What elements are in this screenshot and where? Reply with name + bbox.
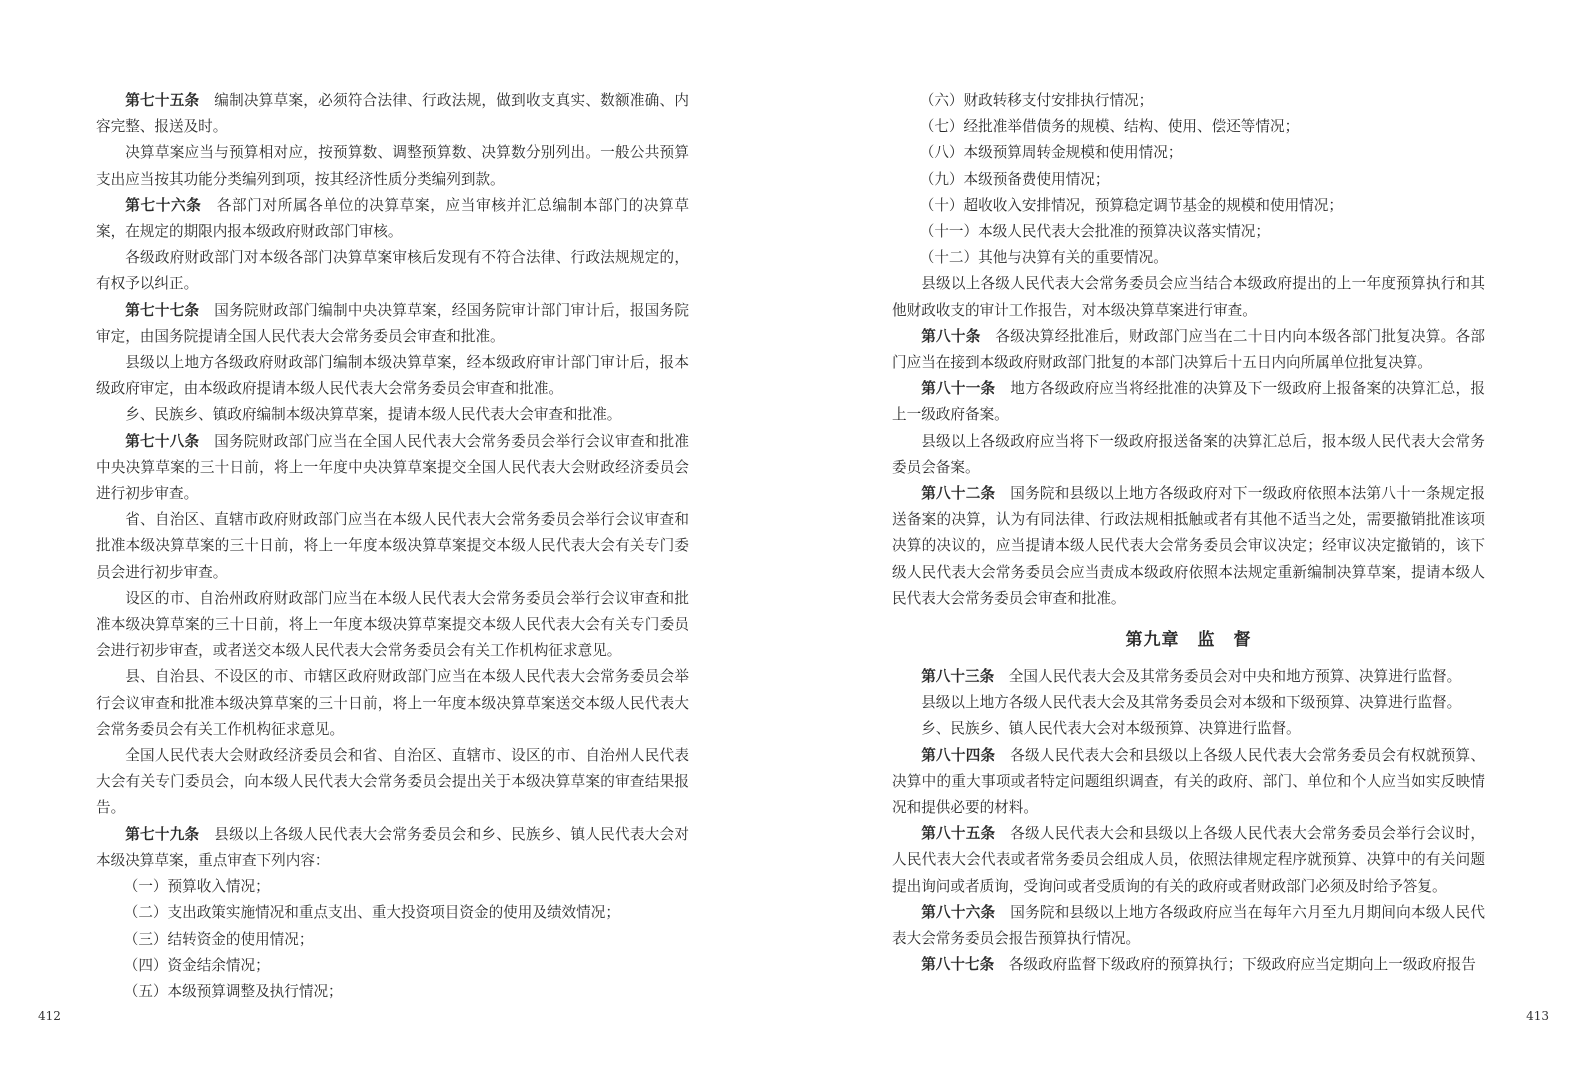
- article-gap: [995, 747, 1010, 764]
- article-text: 地方各级政府应当将经批准的决算及下一级政府上报备案的决算汇总，报上一级政府备案。: [892, 380, 1485, 424]
- article-number: 第八十条: [921, 327, 981, 345]
- article-gap: [995, 380, 1010, 397]
- list-item: （三）结转资金的使用情况；: [123, 930, 314, 948]
- article-text: 省、自治区、直辖市政府财政部门应当在本级人民代表大会常务委员会举行会议审查和批准本级决算草案的三十日前，将上一年度本级决算草案提交本级人民代表大会有关专门委员会进行初步审查。: [96, 511, 689, 581]
- left-page: [0, 0, 793, 1077]
- list-item: （五）本级预算调整及执行情况；: [123, 982, 343, 1000]
- article-text: 决算草案应当与预算相对应，按预算数、调整预算数、决算数分别列出。一般公共预算支出应当按其功能分类编列到项，按其经济性质分类编列到款。: [96, 144, 689, 188]
- article-paragraph: [96, 245, 689, 297]
- article-paragraph: [892, 716, 1485, 742]
- article-paragraph: [892, 743, 1485, 822]
- article-text: 国务院和县级以上地方各级政府对下一级政府依照本法第八十一条规定报送备案的决算，认为有同法律、行政法规相抵触或者有其他不适当之处，需要撤销批准该项决算的决议的，应当提请本级人民代表大会常务委员会审议决定；经审议决定撤销的，该下级人民代表大会常务委员会应当责成本级政府依照本法规定重新编制决算草案，提请本级人民代表大会常务委员会审查和批准。: [892, 485, 1485, 607]
- right-text-column: [892, 88, 1485, 979]
- article-gap: [995, 904, 1010, 921]
- article-text: 县级以上地方各级人民代表大会及其常务委员会对本级和下级预算、决算进行监督。: [921, 694, 1462, 712]
- article-paragraph: [96, 507, 689, 586]
- article-text: 各级政府监督下级政府的预算执行；下级政府应当定期向上一级政府报告: [1008, 956, 1476, 974]
- article-text: 县级以上地方各级政府财政部门编制本级决算草案，经本级政府审计部门审计后，报本级政府审定，由本级政府提请本级人民代表大会常务委员会审查和批准。: [96, 354, 689, 398]
- article-paragraph: [892, 900, 1485, 952]
- page-number-right: 413: [1526, 1009, 1549, 1023]
- list-item: （八）本级预算周转金规模和使用情况；: [919, 144, 1183, 162]
- list-item: （十一）本级人民代表大会批准的预算决议落实情况；: [919, 223, 1270, 241]
- article-text: 国务院财政部门应当在全国人民代表大会常务委员会举行会议审查和批准中央决算草案的三十日前，将上一年度中央决算草案提交全国人民代表大会财政经济委员会进行初步审查。: [96, 432, 689, 503]
- article-paragraph: [892, 271, 1485, 323]
- article-text: 国务院和县级以上地方各级政府应当在每年六月至九月期间向本级人民代表大会常务委员会报告预算执行情况。: [892, 903, 1485, 948]
- article-text: 县、自治县、不设区的市、市辖区政府财政部门应当在本级人民代表大会常务委员会举行会议审查和批准本级决算草案的三十日前，将上一年度本级决算草案送交本级人民代表大会常务委员会有关工作机构征求意见。: [96, 668, 689, 738]
- article-number: 第八十一条: [921, 380, 996, 398]
- article-text: 编制决算草案，必须符合法律、行政法规，做到收支真实、数额准确、内容完整、报送及时。: [96, 92, 689, 136]
- article-number: 第七十六条: [125, 196, 202, 214]
- article-text: 各级人民代表大会和县级以上各级人民代表大会常务委员会有权就预算、决算中的重大事项或者特定问题组织调查，有关的政府、部门、单位和个人应当如实反映情况和提供必要的材料。: [892, 746, 1485, 817]
- article-number: 第八十五条: [921, 825, 996, 843]
- article-paragraph: [892, 481, 1485, 612]
- article-text: 设区的市、自治州政府财政部门应当在本级人民代表大会常务委员会举行会议审查和批准本级决算草案的三十日前，将上一年度本级决算草案提交本级人民代表大会有关专门委员会进行初步审查，或者送交本级人民代表大会常务委员会有关工作机构征求意见。: [96, 589, 689, 660]
- list-item: （一）预算收入情况；: [123, 878, 270, 896]
- chapter-title: 第九章 监 督: [1125, 630, 1252, 651]
- article-number: 第八十二条: [921, 485, 996, 503]
- article-paragraph: [892, 690, 1485, 716]
- article-paragraph: [892, 664, 1485, 690]
- article-text: 各级人民代表大会和县级以上各级人民代表大会常务委员会举行会议时，人民代表大会代表或者常务委员会组成人员，依照法律规定程序就预算、决算中的有关问题提出询问或者质询，受询问或者受质询的有关的政府或者财政部门必须及时给予答复。: [892, 825, 1485, 895]
- article-gap: [995, 485, 1010, 502]
- article-number: 第八十三条: [921, 668, 995, 686]
- list-item: （十）超收收入安排情况，预算稳定调节基金的规模和使用情况；: [919, 196, 1343, 214]
- article-gap: [199, 433, 214, 450]
- article-number: 第七十七条: [125, 301, 200, 319]
- article-paragraph: [96, 743, 689, 822]
- article-gap: [981, 328, 996, 345]
- list-item: （六）财政转移支付安排执行情况；: [919, 92, 1154, 109]
- article-gap: [995, 825, 1010, 842]
- article-paragraph: [892, 376, 1485, 428]
- list-item: （七）经批准举借债务的规模、结构、使用、偿还等情况；: [919, 118, 1300, 136]
- article-text: 县级以上各级人民代表大会常务委员会应当结合本级政府提出的上一年度预算执行和其他财政收支的审计工作报告，对本级决算草案进行审查。: [892, 275, 1485, 319]
- article-paragraph: [96, 664, 689, 743]
- article-text: 各级政府财政部门对本级各部门决算草案审核后发现有不符合法律、行政法规规定的，有权予以纠正。: [96, 249, 689, 293]
- article-gap: [201, 197, 216, 214]
- article-paragraph: [96, 822, 689, 874]
- article-number: 第八十四条: [921, 746, 996, 764]
- article-number: 第八十七条: [921, 956, 995, 974]
- article-number: 第七十八条: [125, 432, 200, 450]
- article-paragraph: [96, 193, 689, 245]
- article-gap: [199, 302, 214, 319]
- list-item: （二）支出政策实施情况和重点支出、重大投资项目资金的使用及绩效情况；: [123, 904, 620, 922]
- article-text: 县级以上各级政府应当将下一级政府报送备案的决算汇总后，报本级人民代表大会常务委员会备案。: [892, 432, 1485, 476]
- article-gap: [994, 956, 1009, 973]
- article-paragraph: [96, 298, 689, 350]
- article-gap: [994, 668, 1009, 685]
- page-number-left: 412: [38, 1009, 61, 1023]
- article-number: 第七十九条: [125, 825, 200, 843]
- article-paragraph: [892, 821, 1485, 900]
- article-paragraph: [96, 402, 689, 428]
- article-paragraph: [96, 586, 689, 665]
- article-text: 乡、民族乡、镇政府编制本级决算草案，提请本级人民代表大会审查和批准。: [125, 406, 622, 424]
- article-paragraph: [892, 324, 1485, 376]
- article-text: 全国人民代表大会财政经济委员会和省、自治区、直辖市、设区的市、自治州人民代表大会有关专门委员会，向本级人民代表大会常务委员会提出关于本级决算草案的审查结果报告。: [96, 747, 689, 817]
- article-paragraph: [892, 429, 1485, 481]
- list-item: （九）本级预备费使用情况；: [919, 170, 1110, 188]
- article-text: 国务院财政部门编制中央决算草案，经国务院审计部门审计后，报国务院审定，由国务院提请全国人民代表大会常务委员会审查和批准。: [96, 301, 689, 345]
- list-item: （四）资金结余情况；: [123, 956, 270, 974]
- article-paragraph: [96, 350, 689, 402]
- article-paragraph: [96, 140, 689, 192]
- list-item: （十二）其他与决算有关的重要情况。: [919, 249, 1168, 267]
- article-gap: [199, 92, 214, 109]
- article-paragraph: [892, 952, 1485, 978]
- article-text: 全国人民代表大会及其常务委员会对中央和地方预算、决算进行监督。: [1008, 668, 1462, 686]
- article-paragraph: [96, 88, 689, 140]
- article-number: 第七十五条: [125, 92, 200, 109]
- left-text-column: [96, 88, 689, 1005]
- article-text: 县级以上各级人民代表大会常务委员会和乡、民族乡、镇人民代表大会对本级决算草案，重点审查下列内容：: [96, 825, 689, 869]
- article-text: 乡、民族乡、镇人民代表大会对本级预算、决算进行监督。: [921, 720, 1301, 738]
- article-number: 第八十六条: [921, 903, 996, 921]
- right-page: [794, 0, 1587, 1077]
- article-text: 各部门对所属各单位的决算草案，应当审核并汇总编制本部门的决算草案，在规定的期限内报本级政府财政部门审核。: [96, 196, 689, 241]
- article-paragraph: [96, 429, 689, 508]
- article-text: 各级决算经批准后，财政部门应当在二十日内向本级各部门批复决算。各部门应当在接到本级政府财政部门批复的本部门决算后十五日内向所属单位批复决算。: [892, 327, 1485, 372]
- article-gap: [199, 826, 214, 843]
